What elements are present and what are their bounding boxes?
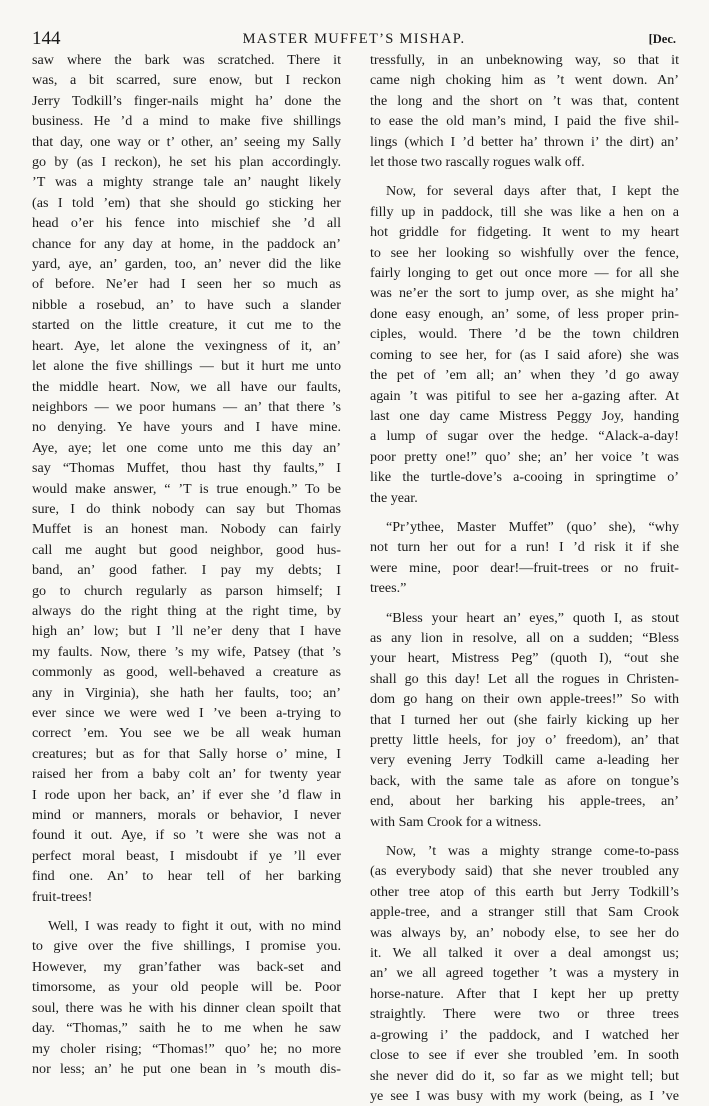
text-line: again ’t was pitiful to see her a-gazing after. At (370, 387, 679, 404)
text-line: hot griddle for fidgeting. It went to my heart (370, 224, 679, 241)
text-line: the long and the short on ’t was that, content (370, 92, 679, 109)
text-line: call me aught but good neighbor, good hus- (32, 541, 341, 558)
text-line: no denying. Ye have yours and I have mine. (32, 419, 341, 436)
text-line: saw where the bark was scratched. There it (32, 52, 341, 68)
text-line: were mine, poor dear!—fruit-trees or no fruit- (370, 559, 679, 576)
text-line: day. “Thomas,” saith he to me when he saw (32, 1020, 341, 1037)
paragraph (370, 841, 679, 1106)
text-line: yard, aye, an’ garden, too, an’ never did the like (32, 256, 341, 273)
text-line: go by (as I reckon), he set his plan accordingly. (32, 154, 341, 171)
text-line: very evening Jerry Todkill came a-leading her (370, 752, 679, 769)
text-line: apple-tree, and a stranger still that Sam Crook (370, 904, 679, 921)
text-line: it. We all talked it over a deal amongst us; (370, 945, 679, 962)
text-line: shall go this day! Let all the rogues in Christen- (370, 670, 679, 687)
text-line: she never did do it, so far as we might tell; but (370, 1067, 679, 1084)
text-line: go to church regularly as parson himself; I (32, 582, 341, 599)
text-line: heart. Aye, let alone the vexingness of it, an’ (32, 337, 341, 354)
text-line: filly up in paddock, till she was like a hen on a (370, 203, 679, 220)
text-line: ciples, would. There ’d be the town children (370, 326, 679, 343)
text-line: lings (which I ’d better ha’ thrown i’ the dirt) an’ (370, 133, 679, 150)
text-line: raised her from a baby colt an’ for twenty year (32, 766, 341, 783)
text-line: came nigh choking him as ’t went down. An’ (370, 72, 679, 89)
text-line: high an’ low; but I ’ll ne’er deny that I have (32, 623, 341, 640)
text-line: to ease the old man’s mind, I paid the five shil- (370, 113, 679, 130)
text-line: soul, there was he with his dinner clean spoilt that (32, 999, 341, 1016)
paragraph (370, 50, 679, 172)
text-line: timorsome, as your old people will be. Poor (32, 979, 341, 996)
text-line: that day, one way or t’ other, an’ seeing my Sally (32, 133, 341, 150)
text-line: head o’er his fence into mischief she ’d all (32, 215, 341, 232)
text-line: close to see if ever she troubled ’em. In sooth (370, 1047, 679, 1064)
text-line: pretty little heels, for joy o’ freedom), an’ that (370, 732, 679, 748)
text-line: straightly. There were two or three trees (370, 1006, 679, 1023)
text-line: always do the right thing at the right time, by (32, 602, 341, 619)
text-line: dom go hang on their own apple-trees!” So with (370, 691, 679, 708)
text-line: fairly longing to get out once more — for all she (370, 265, 679, 282)
text-line: (as everybody said) that she never troubled any (370, 863, 679, 880)
text-line: of before. Ne’er had I seen her so much as (32, 276, 341, 293)
text-line: a-growing i’ the paddock, and I watched her (370, 1026, 679, 1043)
text-line: (as I told ’em) that she should go sticking her (32, 194, 341, 211)
text-line: Muffet is an honest man. Nobody can fairly (32, 521, 341, 538)
paragraph (370, 517, 679, 599)
text-line: trees.” (370, 580, 407, 597)
text-line: ye see I was busy with my work (being, as I ’ve (370, 1087, 679, 1104)
text-line: was, a bit scarred, sure enow, but I reckon (32, 72, 341, 89)
text-line: a lump of sugar over the hedge. “Alack-a-day! (370, 428, 679, 445)
text-line: your heart, Mistress Peg” (quoth I), “out she (370, 650, 679, 667)
text-line: last one day came Mistress Peggy Joy, handing (370, 407, 679, 424)
text-line: horse-nature. After that I kept her up pretty (370, 985, 679, 1002)
text-line: the pet of ’em all; an’ when they ’d go away (370, 367, 679, 384)
issue-month: [Dec. (648, 32, 676, 46)
text-line: let alone the five shillings — but it hurt me unto (32, 358, 341, 375)
text-line: fruit-trees! (32, 888, 93, 905)
text-line: ’T was a mighty strange tale an’ naught likely (32, 174, 341, 191)
text-line: Aye, aye; let one come unto me this day an’ (32, 439, 341, 456)
text-line: find one. An’ to hear tell of her barking (32, 868, 341, 885)
text-line: business. He ’d a mind to make five shillings (32, 113, 341, 130)
text-line: Now, ’t was a mighty strange come-to-pass (386, 843, 679, 860)
text-line: let those two rascally rogues walk off. (370, 154, 585, 171)
text-line: correct ’em. You see we be all weak human (32, 725, 341, 742)
text-line: poor pretty one!” quo’ she; an’ her voice ’t was (370, 448, 679, 465)
text-line: Well, I was ready to fight it out, with no mind (48, 918, 341, 935)
text-line: any in Virginia), she hath her faults, too; an’ (32, 684, 341, 701)
text-line: was ne’er the sort to jump over, as she might ha’ (370, 285, 679, 302)
text-line: sure, I do think nobody can say but Thomas (32, 500, 341, 517)
text-line: end, about her barking his apple-trees, an’ (370, 793, 679, 810)
paragraph (32, 50, 341, 907)
paragraph (32, 916, 341, 1079)
text-line: chance for any day at home, in the paddock an’ (32, 235, 341, 252)
text-line: nibble a rosebud, an’ to have such a slander (32, 296, 341, 313)
running-header (32, 28, 676, 52)
paragraph (370, 608, 679, 832)
text-line: tressfully, in an unbeknowing way, so that it (370, 52, 679, 68)
text-line: the year. (370, 489, 418, 506)
text-line: nor less; an’ he put one bean in ’s mouth dis- (32, 1060, 341, 1077)
text-line: found it out. Aye, if so ’t were she was not a (32, 827, 341, 844)
text-line: mind or manners, morals or behavior, I never (32, 807, 341, 824)
text-line: not turn her out for a run! I ’d risk it if she (370, 539, 679, 556)
page-number: 144 (32, 28, 61, 49)
text-line: back, with the same tale as afore on tongue’s (370, 772, 679, 789)
text-line: other tree atop of this earth but Jerry Todkill’s (370, 883, 679, 900)
text-line: like the turtle-dove’s a-cooing in springtime o’ (370, 469, 679, 486)
text-line: my faults. Now, there ’s my wife, Patsey (that ’s (32, 643, 341, 660)
text-line: my choler rising; “Thomas!” quo’ he; no more (32, 1040, 341, 1057)
text-line: I rode upon her back, an’ if ever she ’d flaw in (32, 786, 341, 803)
left-column (32, 50, 341, 1079)
text-line: Jerry Todkill’s finger-nails might ha’ done the (32, 92, 341, 109)
text-line: started on the little creature, it cut me to the (32, 317, 341, 334)
text-line: with Sam Crook for a witness. (370, 813, 542, 830)
text-line: was always by, an’ nobody else, to see her do (370, 924, 679, 941)
text-line: say “Thomas Muffet, thou hast thy faults,” I (32, 460, 341, 477)
text-line: “Bless your heart an’ eyes,” quoth I, as stout (386, 609, 679, 626)
text-line: creatures; but as for that Sally horse o’ mine, I (32, 745, 341, 762)
right-column (370, 50, 679, 1106)
text-line: neighbors — we poor humans — an’ that there ’s (32, 398, 341, 415)
text-line: that I turned her out (she fairly kicking up her (370, 711, 679, 728)
running-title: MASTER MUFFET’S MISHAP. (242, 31, 466, 47)
text-line: as any lion in resolve, all on a sudden; “Bless (370, 629, 679, 646)
text-line: commonly as good, well-behaved a creature as (32, 664, 341, 681)
text-line: coming to see her, for (as I said afore) she was (370, 346, 679, 363)
text-line: “Pr’ythee, Master Muffet” (quo’ she), “why (386, 518, 679, 535)
text-line: to give over the five shillings, I promise you. (32, 938, 341, 955)
text-line: an’ we all agreed together ’t was a mystery in (370, 965, 679, 982)
text-line: the middle heart. Now, we all have our faults, (32, 378, 341, 395)
text-line: perfect moral beast, I misdoubt if ye ’ll ever (32, 847, 341, 864)
text-line: ever since we were wed I ’ve been a-trying to (32, 705, 341, 721)
text-line: Now, for several days after that, I kept the (386, 183, 679, 200)
paragraph (370, 181, 679, 508)
text-line: done easy enough, an’ some, of less proper prin- (370, 305, 679, 322)
text-line: to see her looking so wishfully over the fence, (370, 244, 679, 261)
text-line: band, an’ good father. I pay my debts; I (32, 562, 341, 579)
text-line: However, my gran’father was back-set and (32, 958, 341, 975)
text-line: would make answer, “ ’T is true enough.” To be (32, 480, 341, 497)
